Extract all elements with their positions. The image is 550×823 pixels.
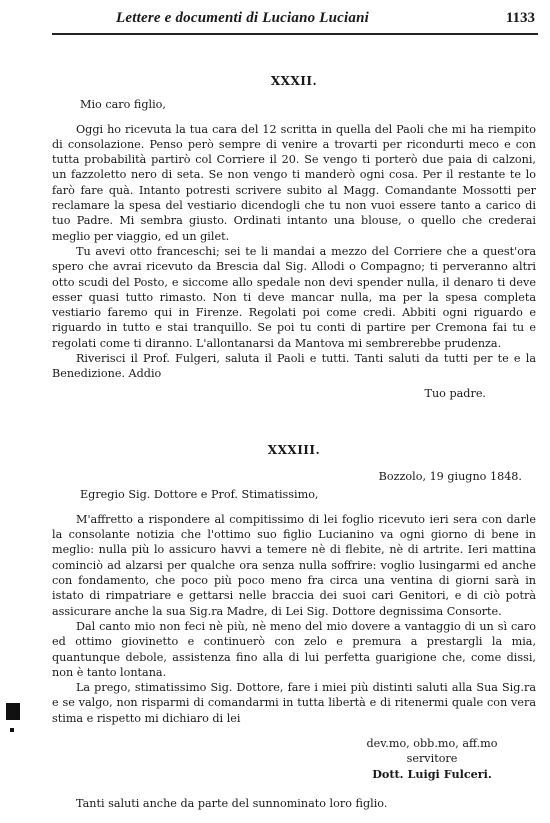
- signature-name: Dott. Luigi Fulceri.: [372, 766, 492, 781]
- margin-mark: [6, 703, 20, 720]
- letter-salutation: Egregio Sig. Dottore e Prof. Stimatissimo,: [80, 487, 319, 501]
- header-rule: [52, 33, 538, 35]
- place-date: Bozzolo, 19 giugno 1848.: [378, 470, 522, 484]
- letter-number: XXXII.: [270, 74, 318, 88]
- letter-salutation: Mio caro figlio,: [80, 98, 166, 112]
- paragraph: Dal canto mio non feci nè più, nè meno del mio dovere a vantaggio di un sì caro ed ottimo giovinetto e continuerò con zelo e premura a prestargli la mia, quantunque debole, assistenza fino alla di lui perfetta guarigione che, come dissi, non è tanto lontana.: [52, 619, 536, 679]
- running-header: [50, 10, 535, 27]
- letter-number: XXXIII.: [267, 443, 321, 457]
- page-number: 1133: [505, 10, 535, 26]
- margin-dot: [10, 728, 14, 732]
- postscript: Tanti saluti anche da parte del sunnominato loro figlio.: [76, 796, 388, 810]
- running-title: Lettere e documenti di Luciano Luciani: [116, 10, 369, 26]
- signature-role: servitore: [406, 752, 458, 766]
- letter-closing: Tuo padre.: [424, 386, 486, 400]
- paragraph: Riverisci il Prof. Fulgeri, saluta il Paoli e tutti. Tanti saluti da tutti per te e la Benedizione. Addio: [52, 352, 536, 381]
- letter-xxxiii: [52, 443, 536, 811]
- signature-block: [322, 736, 542, 782]
- paragraph: M'affretto a rispondere al compitissimo di lei foglio ricevuto ieri sera con darle la consolante notizia che l'ottimo suo figlio Lucianino va ogni giorno di bene in meglio: nulla più lo assicuro havvi a temere nè di flebite, nè di artrite. Ieri mattina cominciò ad alzarsi per qualche ora senza nulla soffrire: voglio lusingarmi ed anche con fondamento, che poco più poco meno fra circa una ventina di giorni sarà in istato di rimpatriare e gettarsi nelle braccia dei suoi cari Genitori, e di ciò potrà assicurare anche la sua Sig.ra Madre, di Lei Sig. Dottore degnissima Consorte.: [52, 512, 536, 618]
- paragraph: Tu avevi otto franceschi; sei te li mandai a mezzo del Corriere che a quest'ora spero che avrai ricevuto da Brescia dal Sig. Allodi o Compagno; ti perveranno altri otto scudi del Posto, e siccome allo spedale non devi spender nulla, il denaro ti deve esser quasi tutto rimasto. Non ti deve mancar nulla, ma per la spesa completa vestiario faremo qui in Firenze. Regolati poi come credi. Abbiti ogni riguardo e riguardo in tutto e stai tranquillo. Se poi tu conti di partire per Cremona fai tu e regolati come ti diranno. L'allontanarsi da Mantova mi sembrerebbe prudenza.: [52, 244, 536, 350]
- paragraph: Oggi ho ricevuta la tua cara del 12 scritta in quella del Paoli che mi ha riempito di consolazione. Penso però sempre di venire a trovarti per ricondurti meco e con tutta probabilità partirò col Corriere il 20. Se vengo ti porterò due paia di calzoni, un fazzoletto nero di seta. Se non vengo ti manderò ogni cosa. Per il restante te lo farò fare quà. Intanto potresti scrivere subito al Magg. Comandante Mossotti per reclamare la spesa del vestiario dicendogli che tu non vuoi essere tanto a carico di tuo Padre. Mi sembra giusto. Ordinati intanto una blouse, o quello che crederai meglio per viaggio, ed un gilet.: [52, 122, 536, 243]
- letter-xxxii: [52, 74, 536, 401]
- signature-formula: dev.mo, obb.mo, aff.mo: [366, 737, 498, 751]
- paragraph: La prego, stimatissimo Sig. Dottore, fare i miei più distinti saluti alla Sua Sig.ra e se valgo, non risparmi di comandarmi in tutta libertà e di ritenermi quale con vera stima e rispetto mi dichiaro di lei: [52, 681, 536, 725]
